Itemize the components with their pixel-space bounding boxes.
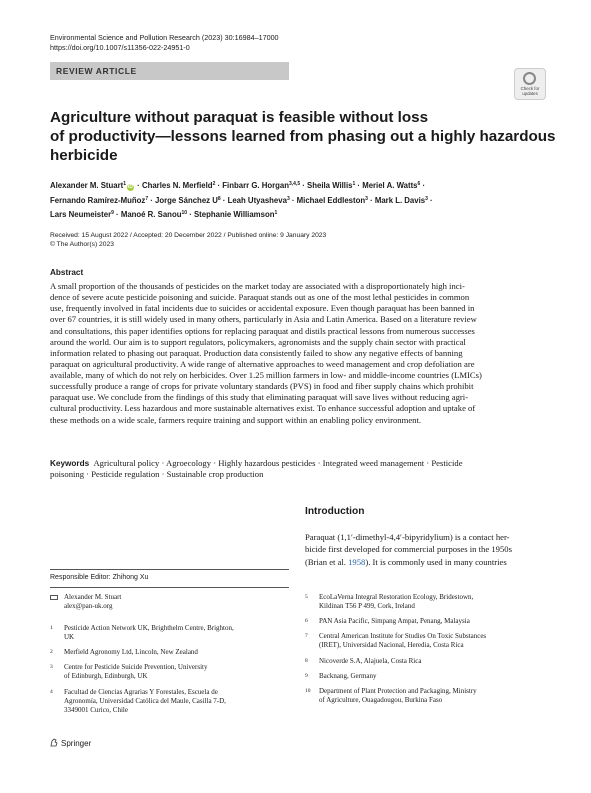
author-name[interactable]: · Jorge Sánchez U <box>148 195 218 205</box>
copyright-notice: © The Author(s) 2023 <box>50 241 114 248</box>
publisher-logo <box>50 738 91 748</box>
email-link[interactable]: alex@pan-uk.org <box>64 602 113 611</box>
check-badge-label: Check for updates <box>520 86 540 96</box>
author-name[interactable]: Alexander M. Stuart <box>50 181 124 190</box>
affiliation-item: 4 Facultad de Ciencias Agrarias Y Forestales, Escuela de Agronomía, Universidad Católica del Maule, Casilla 7-D, 3349001 Curico, Chile <box>50 688 226 715</box>
author-name[interactable]: · Finbarr G. Horgan <box>215 181 289 190</box>
author-line: Fernando Ramírez‑Muñoz$^7$ · Jorge Sánchez $U^8$ · Leah Utyasheva$^3$ · Michael Eddleston$^3$ · Mark L. Davis$^3$ · <box>50 195 433 205</box>
author-name[interactable]: · Sheila Willis <box>300 181 353 190</box>
journal-citation: Environmental Science and Pollution Research (2023) 30:16984–17000 <box>50 33 279 42</box>
citation-link[interactable]: 1958 <box>348 556 366 567</box>
affiliation-item: 10 Department of Plant Protection and Packaging, Ministry of Agriculture, Ouagadougou, Burkina Faso <box>305 687 477 705</box>
envelope-icon <box>50 595 58 600</box>
article-title <box>50 108 556 165</box>
corresponding-author: Alexander M. Stuart alex@pan-uk.org <box>50 593 290 613</box>
author-line: Alexander M. Stuart$^1$ iD · Charles N. Merfield$^2$ · Finbarr G. Horgan$^{3,4,5}$ · Sheila Willis$^1$ · Meriel A. Watts$^6$ · <box>50 181 426 190</box>
author-name[interactable]: Lars Neumeister <box>50 210 112 219</box>
article-type-banner <box>50 62 289 80</box>
affiliation-item: 8 Nicoverde S.A, Alajuela, Costa Rica <box>305 657 422 665</box>
abstract-heading: Abstract <box>50 268 84 277</box>
author-name[interactable]: · Mark L. Davis <box>367 195 426 205</box>
affiliation-item: 6 PAN Asia Pacific, Simpang Ampat, Penang, Malaysia <box>305 617 470 625</box>
title-line: of productivity—lessons learned from phasing out a highly hazardous <box>50 128 556 145</box>
keywords-list: Agricultural policy · Agroecology · Highly hazardous pesticides · Integrated weed management · Pesticide <box>93 458 463 468</box>
keywords-list: poisoning · Pesticide regulation · Sustainable crop production <box>50 469 264 479</box>
introduction-text: Paraquat (1,1′-dimethyl-4,4′-bipyridylium) is a contact her- bicide first developed for commercial purposes in the 1950s (Brian et al. 1958). It is commonly used in many countries <box>305 532 512 567</box>
footnote-divider <box>50 587 289 588</box>
responsible-editor: Responsible Editor: Zhihong Xu <box>50 574 149 581</box>
article-type-label: REVIEW ARTICLE <box>56 66 137 76</box>
springer-horse-icon <box>50 738 58 747</box>
affiliation-item: 2 Merfield Agronomy Ltd, Lincoln, New Zealand <box>50 648 198 656</box>
affiliation-item: 5 EcoLaVerna Integral Restoration Ecology, Bridestown, Kildinan T56 P 499, Cork, Ireland <box>305 593 474 611</box>
orcid-icon[interactable]: iD <box>128 184 134 190</box>
publisher-name: Springer <box>61 739 92 748</box>
author-name[interactable]: · Meriel A. Watts <box>355 181 418 190</box>
publication-dates: Received: 15 August 2022 / Accepted: 20 December 2022 / Published online: 9 January 2023 <box>50 232 327 239</box>
introduction-heading: Introduction <box>305 506 365 517</box>
keywords-label: Keywords <box>50 459 90 468</box>
author-name[interactable]: · Leah Utyasheva <box>220 195 287 205</box>
affiliation-item: 7 Central American Institute for Studies On Toxic Substances (IRET), Universidad Nacional, Heredia, Costa Rica <box>305 632 487 650</box>
check-updates-icon <box>523 72 536 85</box>
check-for-updates-badge[interactable] <box>514 68 546 100</box>
author-name[interactable]: · Charles N. Merfield <box>135 181 213 190</box>
author-name[interactable]: Fernando Ramírez‑Muñoz <box>50 195 146 205</box>
affiliation-item: 3 Centre for Pesticide Suicide Prevention, University of Edinburgh, Edinburgh, UK <box>50 663 208 681</box>
title-line: Agriculture without paraquat is feasible without loss <box>50 109 429 126</box>
abstract-text: A small proportion of the thousands of pesticides on the market today are associated with a disproportionately high inci- dence of severe acute pesticide poisoning and suicide. Paraquat stands out as one of the most lethal pesticides in common use, frequently involved in fatal incidents due to suicides or accidental exposure. Even though paraquat has been banned in over 67 countries, it is still widely used in many others, particularly in Asia and Latin America. Based on a literature review and consultations, this paper identifies options for replacing paraquat and distils practical lessons from numerous successes around the world. Our aim is to support regulators, policymakers, agronomists and the supply chain sector with practical information related to phasing out paraquat. Production data consistently failed to show any negative effects of banning paraquat on agricultural productivity. A wide range of alternative approaches to weed management and crop defoliation are available, many of which do not rely on herbicides. Over 1.25 million farmers in low- and middle-income countries (LMICs) successfully produce a range of crops for private voluntary standards (PVS) in food and fiber supply chains which prohibit paraquat use. We conclude from the findings of this study that eliminating paraquat will save lives without reducing agri- cultural productivity. Less hazardous and more sustainable alternatives exist. To enhance successful adoption and uptake of these methods on a wide scale, farmers require training and support within an enabling policy environment. <box>50 281 482 425</box>
author-name[interactable]: · Michael Eddleston <box>289 195 366 205</box>
footnote-divider <box>50 569 289 570</box>
author-name[interactable]: · Stephanie Williamson <box>187 210 275 219</box>
title-line: herbicide <box>50 147 118 164</box>
author-list <box>50 178 550 222</box>
author-line: Lars Neumeister$^9$ · Manoé R. Sanou$^{10}$ · Stephanie Williamson$^1$ <box>50 210 278 219</box>
affiliation-item: 9 Backnang, Germany <box>305 672 377 680</box>
affiliation-item: 1 Pesticide Action Network UK, Brighthelm Centre, Brighton, UK <box>50 624 234 642</box>
doi-link[interactable]: https://doi.org/10.1007/s11356-022-24951-0 <box>50 43 190 52</box>
author-name[interactable]: · Manoé R. Sanou <box>113 210 182 219</box>
keywords-section <box>50 458 544 480</box>
